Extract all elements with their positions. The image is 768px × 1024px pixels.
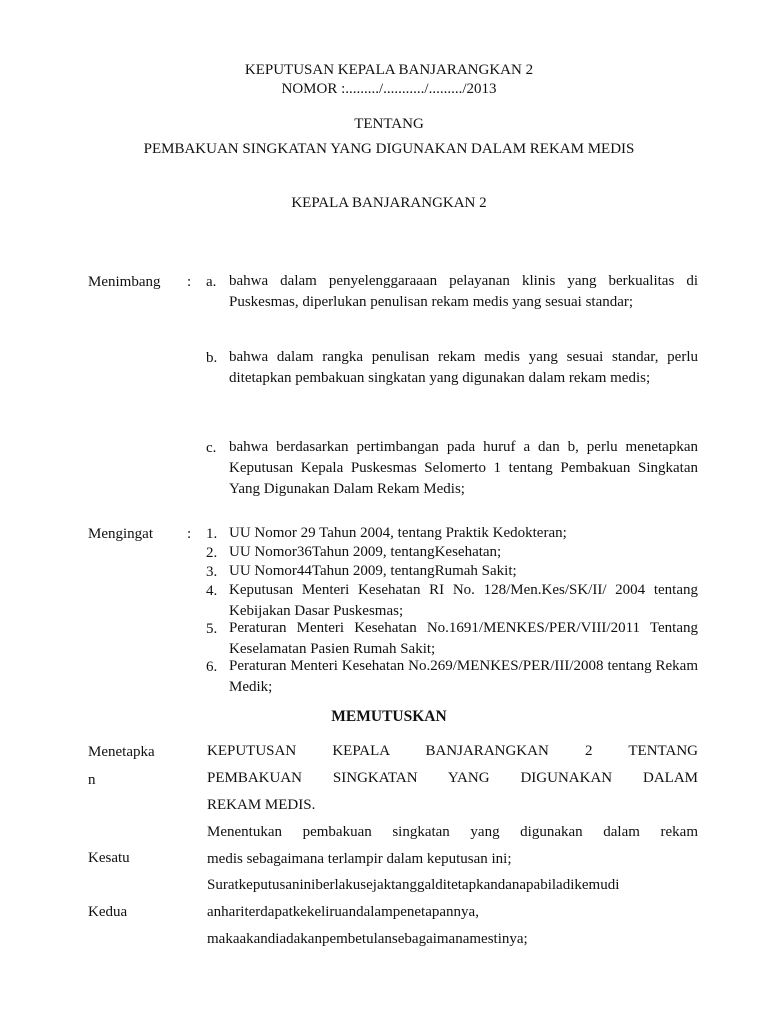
kedua-line-2: anhariterdapatkekeliruandalampenetapannya, bbox=[207, 904, 479, 920]
mengingat-mark-5: 5. bbox=[206, 621, 218, 637]
menetapkan-label: Menetapka bbox=[88, 744, 155, 760]
kesatu-label: Kesatu bbox=[88, 850, 130, 866]
kedua-label: Kedua bbox=[88, 904, 128, 920]
menetapkan-label-wrap: n bbox=[88, 772, 96, 788]
menimbang-label: Menimbang bbox=[88, 274, 161, 290]
menimbang-item-c: bahwa berdasarkan pertimbangan pada huruf a dan b, perlu menetapkan Keputusan Kepala Puskesmas Selomerto 1 tentang Pembakuan Singkatan Yang Digunakan Dalam Rekam Medis; bbox=[229, 439, 698, 497]
mengingat-item-3: UU Nomor44Tahun 2009, tentangRumah Sakit; bbox=[229, 563, 517, 579]
kesatu-line-1: Menentukan pembakuan singkatan yang digunakan dalam rekam bbox=[207, 824, 698, 840]
document-title: KEPUTUSAN KEPALA BANJARANGKAN 2 bbox=[244, 62, 534, 78]
issuer-heading: KEPALA BANJARANGKAN 2 bbox=[291, 195, 487, 211]
menetapkan-line-1: KEPUTUSAN KEPALA BANJARANGKAN 2 TENTANG bbox=[207, 743, 698, 759]
mengingat-mark-6: 6. bbox=[206, 659, 218, 675]
kedua-line-1: Suratkeputusaniniberlakusejaktanggalditetapkandanapabiladikemudi bbox=[207, 877, 620, 893]
menimbang-colon: : bbox=[187, 274, 192, 290]
document-number: NOMOR :........./.........../........./2013 bbox=[281, 81, 497, 97]
mengingat-item-6: Peraturan Menteri Kesehatan No.269/MENKES/PER/III/2008 tentang Rekam Medik; bbox=[229, 658, 698, 695]
menimbang-mark-a: a. bbox=[206, 274, 217, 290]
memutuskan-heading: MEMUTUSKAN bbox=[331, 708, 447, 725]
kedua-text bbox=[207, 872, 698, 953]
menetapkan-line-2: PEMBAKUAN SINGKATAN YANG DIGUNAKAN DALAM bbox=[207, 770, 698, 786]
kedua-line-3: makaakandiadakanpembetulansebagaimanamestinya; bbox=[207, 931, 528, 947]
menimbang-item-a: bahwa dalam penyelenggaraaan pelayanan klinis yang berkualitas di Puskesmas, diperlukan penulisan rekam medis yang sesuai standar; bbox=[229, 273, 698, 310]
menetapkan-text bbox=[207, 738, 698, 819]
kesatu-line-2: medis sebagaimana terlampir dalam keputusan ini; bbox=[207, 851, 512, 867]
menimbang-item-b: bahwa dalam rangka penulisan rekam medis yang sesuai standar, perlu ditetapkan pembakuan singkatan yang digunakan dalam rekam medis; bbox=[229, 349, 698, 386]
tentang-heading: TENTANG bbox=[354, 116, 424, 132]
mengingat-mark-4: 4. bbox=[206, 583, 218, 599]
kesatu-text bbox=[207, 819, 698, 873]
mengingat-item-2: UU Nomor36Tahun 2009, tentangKesehatan; bbox=[229, 544, 502, 560]
mengingat-item-1: UU Nomor 29 Tahun 2004, tentang Praktik Kedokteran; bbox=[229, 525, 567, 541]
mengingat-label: Mengingat bbox=[88, 526, 153, 542]
mengingat-item-5: Peraturan Menteri Kesehatan No.1691/MENKES/PER/VIII/2011 Tentang Keselamatan Pasien Rumah Sakit; bbox=[229, 620, 698, 657]
menetapkan-line-3: REKAM MEDIS. bbox=[207, 797, 316, 813]
mengingat-item-4: Keputusan Menteri Kesehatan RI No. 128/Men.Kes/SK/II/ 2004 tentang Kebijakan Dasar Puskesmas; bbox=[229, 582, 698, 619]
menimbang-mark-b: b. bbox=[206, 350, 218, 366]
mengingat-mark-2: 2. bbox=[206, 545, 218, 561]
document-subject: PEMBAKUAN SINGKATAN YANG DIGUNAKAN DALAM REKAM MEDIS bbox=[143, 141, 635, 157]
mengingat-colon: : bbox=[187, 526, 192, 542]
mengingat-mark-1: 1. bbox=[206, 526, 218, 542]
mengingat-mark-3: 3. bbox=[206, 564, 218, 580]
menimbang-mark-c: c. bbox=[206, 440, 217, 456]
